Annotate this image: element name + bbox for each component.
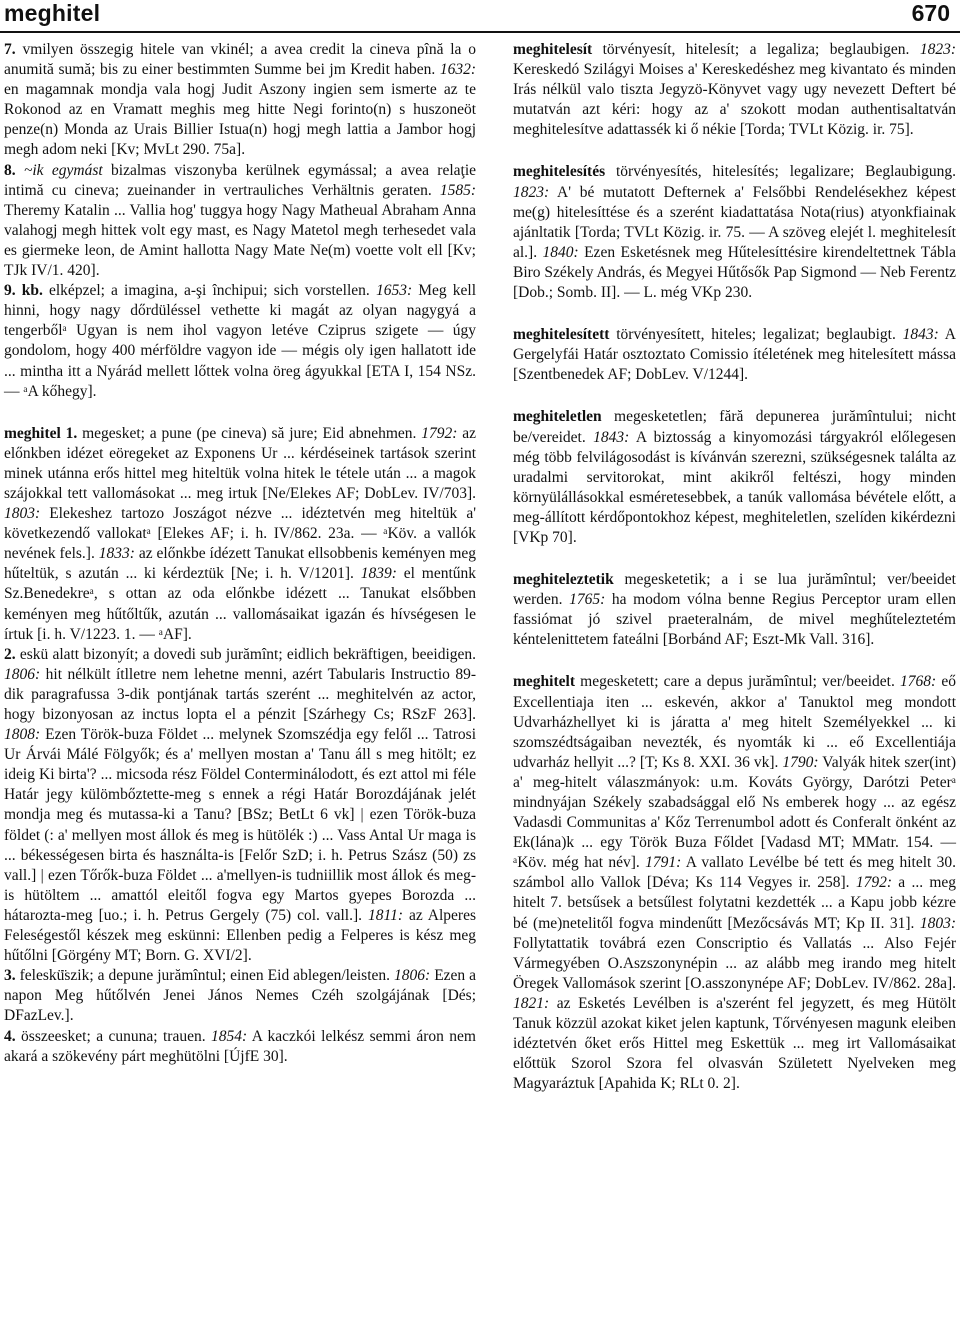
citation-text: az Alperes Feleségestől készek meg eskünni: Ellenben pedig a Felperes is kész meg hűtőlni [Görgény MT; Born. G. XVI/2].	[4, 906, 477, 965]
citation-text: az Esketés Levélben is a'szerént fel jegyzett, és meg Hütölt Tanuk közzül azokat kiket jelen kaptunk, Tőrvényesen magunk eleiben idéztetvén őket erős Hittel meg Eskettük ... meg irt Vallomásaikat előttük Szorol Szora fel olvasván Született Nyelveken meg Magyaráztuk [Apahida K; RLt 0. 2].	[513, 994, 957, 1093]
citation-text: A biztosság a kinyomozási tárgyakról előlegesen még több felvilágosodást is kívánván szerezni, szükségesnek találta az uradalmi servitorokat, mint akikről feltészi, hogy minden környülállásokkal esméretesebbek, a tanúk vallomása bévétele előtt, a meg-állított kérdőpontokhoz képest, meghiteletlen, szelíden kikérdezni [VKp 70].	[513, 428, 956, 546]
entry-meghiteleztetik	[513, 570, 956, 650]
citation-date: 1833:	[98, 545, 135, 563]
right-column	[513, 40, 956, 1094]
sense-number: 3.	[4, 967, 16, 985]
page-number: 670	[911, 0, 950, 26]
sense-definition: bizalmas viszonyba kerülnek egymással; a avea relaţie intimă cu cineva; zueinander in vertrauliches Verhältnis geraten.	[4, 161, 477, 199]
sense-number: 4.	[4, 1027, 16, 1045]
citation-text: Theremy Katalin ... Vallia hog' tuggya hogy Nagy Matheual Abraham Anna valahogj megh hittek volt egy mast, es Nagy Matetol megh terhesedet vala es giermeke leon, de Amint hallotta Nagy Mate Ne(m) voette volt ell [Kv; TJk IV/1. 420].	[4, 201, 476, 280]
citation-text: A Gergelyfái Határ osztoztato Comissio ítéletének meg hitelesített mássa [Szentbenedek AF; DobLev. V/1244].	[513, 326, 956, 384]
citation-date: 1854:	[211, 1027, 248, 1045]
citation-date: 1821:	[513, 994, 550, 1012]
citation-text: Elekeshez tartozo Joszágot nézve ... idéztetvén meg hiteltük a' következendő vallokatᵃ [Elekes AF; i. h. IV/862. 23a. — ᵃKöv. a vallók nevének fels.].	[4, 505, 476, 563]
citation-text: az előnkbe ídézett Tanukat ellsobbenis keményen meg hűteltük, s azután ... ki kérdeztük [Ne; i. h. V/1201].	[4, 545, 477, 583]
entry-headword: meghitelt	[513, 673, 575, 691]
citation-date: 1839:	[360, 565, 397, 583]
entry-headword: meghitelesít	[513, 41, 593, 58]
citation-text: a ... meg hitelt 7. betsűsek a betsűlest folytatni kezdették ... a Kapu jobb kézre bé (me)netelitől fogva mindenűtt [Mezőcsávás MT; Kp II. 31].	[513, 874, 957, 932]
left-column	[4, 40, 476, 1067]
citation-date: 1653:	[375, 282, 413, 300]
sense-7	[4, 40, 476, 161]
entry-headword: meghitelesített	[513, 326, 610, 344]
citation-date: 1803:	[4, 505, 41, 523]
sense-definition: megesketetlen; fără depunerea jurămîntului; nicht be/vereidet.	[513, 408, 957, 446]
sense-phrase: ~ik egymást	[23, 161, 103, 179]
sense-definition: összeesket; a cununa; trauen.	[21, 1027, 206, 1045]
entry-meghiteletlen	[513, 407, 956, 548]
running-head-headword: meghitel	[4, 0, 101, 26]
sense-definition: megesketett; care a depus jurămîntul; ver/beeidet.	[580, 673, 895, 691]
citation-text: Follytattatik továbrá ezen Conscriptio és Vallatás ... Also Fejér Vármegyében O.Aszszonynépin ... az alább meg irando meg hitelt Öregek Vallomások szerint [O.asszonynépe AF; DobLev. IV/862. 28a].	[513, 934, 956, 992]
citation-text: eő Excellentiaja iten ... eskevén, akkor a' Tanuktol meg mondott Udvarházhellyet ki is járatta a' meg hitelt Személyekkel ... ki szomszédtságaiban nevezték, és nyomták ki ... eő Excellentiája udvarház hellyit ...? [T; Ks 8. XXI. 36 vk].	[513, 673, 957, 771]
entry-meghitelesitett	[513, 325, 956, 385]
citation-text: A kaczkói lelkész semmi áron nem akará a szökevény párt meghütölni [ÚjfE 30].	[4, 1027, 476, 1065]
citation-date: 1792:	[855, 874, 893, 892]
citation-date: 1806:	[394, 967, 431, 985]
citation-date: 1768:	[900, 673, 937, 691]
sense-2	[4, 645, 476, 967]
citation-date: 1803:	[919, 914, 956, 932]
sense-definition: megesket; a pune (pe cineva) să jure; Eid abnehmen.	[82, 424, 417, 442]
citation-text: Valyák hitek szer(int) a' meg-hitelt válaszmányok: u.m. Kováts György, Darótzi Peterᵃ mindnyájan Székely szabadsággal elő Ns emberek hogy ... az egész Vadasdi Communitas a' Kőz Terrenumbol adott és Conferalt önként az Ek(lána)k ... egy Török Buza Főldet [Vadasd MT; MMatr. 154. — ᵃKöv. még hat név].	[513, 753, 956, 872]
sense-number: 2.	[4, 645, 16, 663]
sense-definition: vmilyen összegig hitele van vkinél; a avea credit la cineva pînă la o anumită sumă; bis zu einer bestimmten Summe bei jm Kredit haben.	[4, 41, 476, 79]
citation-text: Meg kell hinni, hogy nagy dőrdüléssel vethette ki magát az olyan nagygyá a tengerbőlᵃ Ugyan is nem ihol vagyon letéve Cziprus szigete — úgy gondolom, hogy 400 mérföldre vagyon ide — mégis oly igen hallatott ide ... mintha itt a Nyárád mellett lőttek volna öreg ágyukkal [ETA I, 154 NSz. — ᵃA kőhegy].	[4, 282, 477, 400]
entry-headword: meghitelesítés	[513, 163, 606, 181]
citation-date: 1791:	[645, 854, 682, 872]
citation-text: az előnkben idézet eöregeket az Exponens Ur ... kérdéseinek tartások szerint minek utánna erős hittel meg hiteltük volna hitek le tétele után ... a magok szájokkal tett vallomásokat ... meg irtuk [Ne/Elekes AF; DobLev. IV/703].	[4, 424, 476, 502]
citation-date: 1806:	[4, 665, 41, 683]
sense-number: 8.	[4, 161, 16, 179]
citation-date: 1808:	[4, 726, 41, 744]
sense-8	[4, 161, 476, 282]
entry-meghitelt	[513, 672, 956, 1094]
citation-text: Kereskedó Szilágyi Moises a' Kereskedéshez meg kivantato és minden Irás nélkül valo tiszta Jegyzö-Könyvet vagy ugy nevezett Deftert bé mutatván azt kéri: hogy az a' szokott modan authentisaltatván meghitelesítve adattassék ki ő nékie [Torda; TVLt Közig. ir. 75].	[513, 61, 956, 139]
citation-date: 1843:	[902, 326, 939, 344]
citation-text: A vallato Levélbe bé tett és meg hitelt 30. számbol allo Vallok [Déva; Ks 114 Vegyes ir. 258].	[513, 854, 957, 892]
entry-meghitelesites	[513, 162, 956, 303]
citation-text: hit nélkült ítlletre nem lehetne menni, azért Tabularis Instructio 89-dik paragrafussa 3-dik pontjának tartás szerént ... meghitelvén az actor, hogy bizonyosan az inctus lopta el a pénzit [Szárhegy Cs; RSzF 263].	[4, 665, 477, 723]
sense-definition: elképzel; a imagina, a-şi închipui; sich vorstellen.	[49, 282, 370, 300]
sense-definition: feleskü̈szik; a depune jurămîntul; einen Eid ablegen/leisten.	[19, 967, 391, 985]
sense-definition: törvényesít, hitelesít; a legaliza; beglaubigen.	[602, 41, 910, 58]
sense-definition: megesketetik; a i se lua jurămîntul; ver/beeidet werden.	[513, 571, 956, 609]
sense-4	[4, 1027, 476, 1067]
citation-text: Ezen Esketésnek meg Hűtelesíttésire kirendeltettnek Tábla Biro Székely András, és Megyei Hűtősők Pap Sigmond — Neb Ferentz [Dob.; Somb. II]. — L. még VKp 230.	[513, 243, 956, 302]
citation-date: 1790:	[782, 753, 819, 771]
citation-text: ha modom vólna benne Regius Perceptor uram ellen fassiómat jó szivel praeteralnám, de mivel meghűteleztetém kéntelenittetem fateálni [Borbánd AF; Eszt-Mk Vall. 316].	[513, 591, 956, 649]
citation-text: Ezen a napon Meg hűtőlvén Jenei János Nemes Czéh szolgájának [Dés; DFazLev.].	[4, 967, 477, 1025]
entry-meghitel	[4, 424, 476, 645]
citation-text: en magamnak mondja vala hogj Judit Aszony ingien sem ismerte az te Rokonod az en Vramatt meghis meg hitte Negi forinto(n) s huszoneöt penze(n) Monda az Urais Billier Istua(n) hogj megh lattia a Jambor hogj megh adom neki [Kv; MvLt 290. 75a].	[4, 81, 476, 159]
citation-text: Ezen Török-buza Földet ... melynek Szomszédja egy felől ... Tatrosi Ur Árvái Málé Fölgyők; és a' mellyen mostan a' Tanu áll s meg hitölt; ez ideig Ki birta'? ... micsoda rész Földel Conterminálodott, és ezt attol mi féle Határ jegy külömbőztette-meg s ennek a régi Határ Borozdájának jelét mondja meg és mutassa-ki a Tanu? [BSz; BetLt 6 vk] | ezen Török-buza földet (: a' mellyen most állok és meg is hütölék :) ... Vass Antal Ur maga is ... békességesen birta és használta-is [Felőr SzD; i. h. Petrus Szász (50) zs vall.] | ezen Tőrők-buza Földet ... a'mellyen-is tudniillik most állok és meg-is hütöltem ... amattól eleitől fogva egy Martos gyepes Borozda ... hátarozta-meg [uo.; i. h. Petrus Gergely (75) col. vall.].	[4, 726, 477, 924]
citation-date: 1792:	[421, 424, 458, 442]
entry-headword: meghiteleztetik	[513, 571, 614, 589]
sense-number: 9. kb.	[4, 282, 43, 300]
sense-9	[4, 281, 476, 402]
citation-text: el mentűnk Sz.Benedekreᵃ, s ottan az oda előnkbe idézett ... Tanukat elsőbben keményen meg hűtőltűk, azután ... vallomásaikat igazán és hívségesen le írtuk [i. h. V/1223. 1. — ᵃAF].	[4, 565, 477, 643]
entry-headword: meghitel 1.	[4, 424, 78, 442]
citation-date: 1840:	[542, 243, 579, 261]
page-header	[0, 0, 960, 34]
citation-date: 1811:	[367, 906, 403, 924]
sense-definition: eskü alatt bizonyít; a dovedi sub jurămînt; eidlich bekräftigen, beeidigen.	[19, 645, 476, 663]
sense-3	[4, 966, 476, 1026]
citation-date: 1823:	[919, 41, 957, 58]
entry-meghitelesit	[513, 40, 956, 140]
header-rule	[0, 31, 960, 33]
citation-text: A' bé mutatott Defternek a' Felsőbbi Rendelésekhez képest me(g) hitelesíttése és a szerént kiadattatása Nota(rius) atyonkfiainak ajánltatik [Torda; TVLt Közig. ir. 75. — A szöveg elejét l. meghitelesít al.].	[513, 183, 956, 261]
entry-headword: meghiteletlen	[513, 408, 602, 426]
sense-definition: törvényesített, hiteles; legalizat; beglaubigt.	[616, 326, 896, 344]
citation-date: 1632:	[439, 61, 477, 79]
citation-date: 1585:	[439, 181, 477, 199]
citation-date: 1843:	[593, 428, 630, 446]
citation-date: 1765:	[569, 591, 606, 609]
sense-definition: törvényesítés, hitelesítés; legalizare; Beglaubigung.	[616, 163, 956, 181]
sense-number: 7.	[4, 41, 16, 58]
citation-date: 1823:	[513, 183, 550, 201]
